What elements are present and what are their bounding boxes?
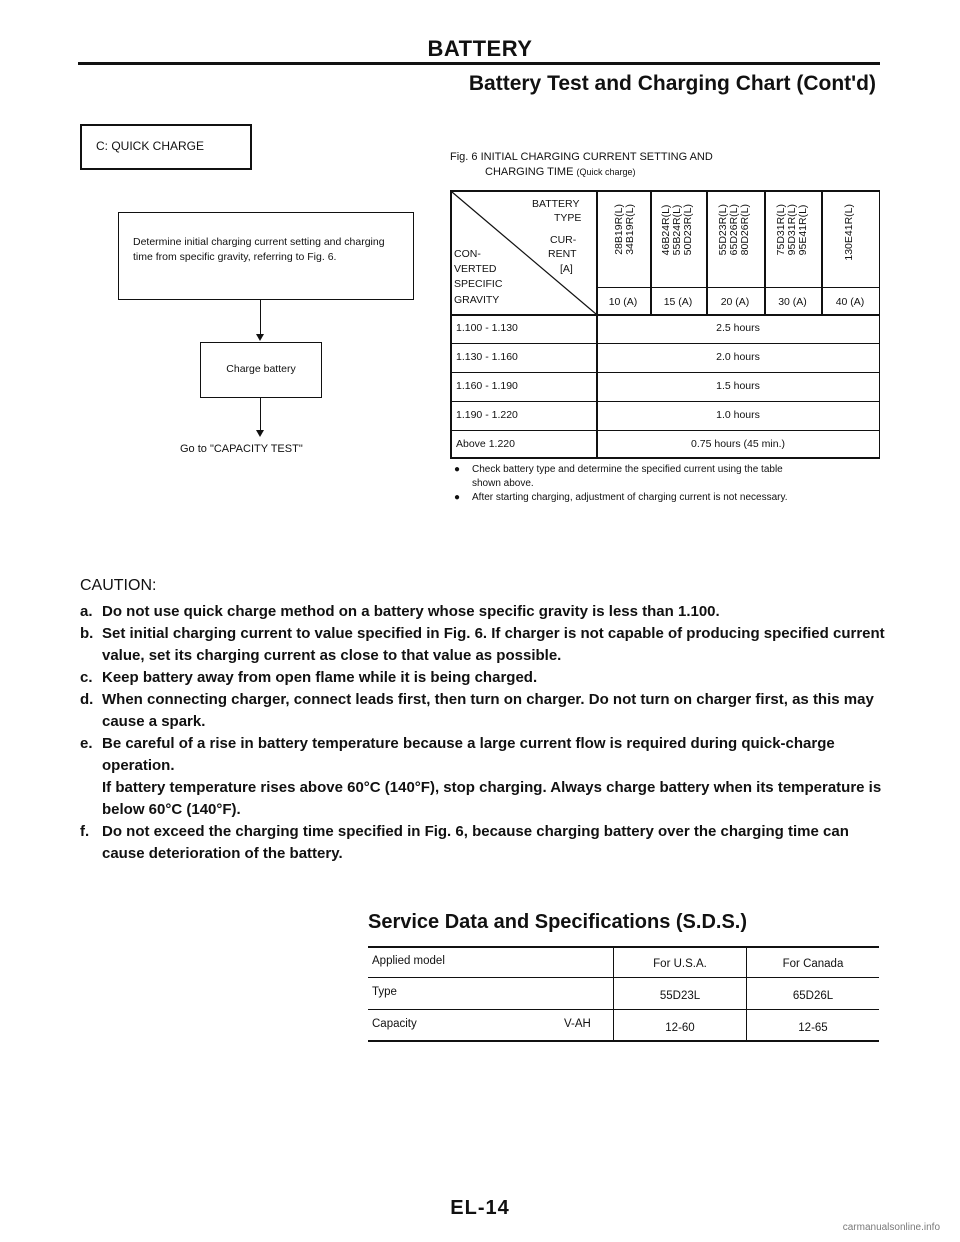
caption-note: (Quick charge) — [576, 167, 636, 177]
gravity-cell: 1.160 - 1.190 — [456, 380, 518, 392]
gravity-cell: 1.130 - 1.160 — [456, 351, 518, 363]
flow-connector — [260, 300, 261, 334]
caution-item — [80, 733, 890, 821]
page-title: BATTERY — [427, 36, 533, 61]
gravity-cell: 1.100 - 1.130 — [456, 322, 518, 334]
battery-type: 75D31R(L) — [775, 204, 787, 256]
time-cell: 1.5 hours — [716, 380, 760, 392]
time-cell: 0.75 hours (45 min.) — [691, 438, 785, 450]
corner-verted: VERTED — [454, 263, 497, 275]
battery-type: 46B24R(L) — [660, 204, 672, 256]
charging-table — [450, 190, 880, 458]
sds-row-canada: 65D26L — [792, 990, 834, 1002]
arrow-down-icon — [256, 334, 264, 341]
battery-type: 130E41R(L) — [843, 204, 855, 261]
caution-letter: c. — [80, 669, 93, 686]
battery-type-group-2 — [661, 204, 694, 255]
gravity-cell: Above 1.220 — [456, 438, 515, 450]
caution-text: Be careful of a rise in battery temperature because a large current flow is required during quick-charge operation. — [102, 735, 835, 774]
sds-table — [368, 946, 879, 1042]
caution-letter: d. — [80, 691, 94, 708]
battery-type: 80D26R(L) — [739, 204, 751, 256]
flow-connector — [260, 398, 261, 430]
corner-cur: CUR- — [550, 234, 577, 246]
current-cell: 20 (A) — [720, 296, 750, 308]
battery-type: 55D23R(L) — [717, 204, 729, 256]
sds-header-usa: For U.S.A. — [653, 958, 707, 970]
battery-type-group-1 — [614, 204, 636, 255]
caution-item — [80, 667, 890, 689]
caption-line1: Fig. 6 INITIAL CHARGING CURRENT SETTING AND — [450, 151, 713, 163]
battery-type: 50D23R(L) — [682, 204, 694, 256]
corner-amp: [A] — [560, 263, 573, 275]
sds-row-label: Type — [372, 986, 397, 998]
battery-type: 95E41R(L) — [797, 204, 809, 256]
battery-type: 34B19R(L) — [624, 204, 636, 255]
battery-type-group-3 — [718, 204, 751, 255]
current-cell: 15 (A) — [663, 296, 693, 308]
figure-caption — [450, 150, 713, 180]
sds-row-unit: V-AH — [564, 1018, 591, 1030]
caution-text-extra: If battery temperature rises above 60°C (140°F), stop charging. Always charge battery when its temperature is below 60°C (140°F). — [102, 779, 882, 818]
battery-type-group-5 — [844, 204, 855, 261]
caution-text: Do not exceed the charging time specified in Fig. 6, because charging battery over the charging time can cause deterioration of the battery. — [102, 823, 849, 862]
flow-next-step: Go to "CAPACITY TEST" — [180, 443, 303, 455]
caution-letter: b. — [80, 625, 94, 642]
sds-row-usa: 12-60 — [665, 1022, 695, 1034]
caution-text: Do not use quick charge method on a battery whose specific gravity is less than 1.100. — [102, 603, 720, 620]
watermark: carmanualsonline.info — [842, 1222, 940, 1233]
time-cell: 2.0 hours — [716, 351, 760, 363]
battery-type: 95D31R(L) — [786, 204, 798, 256]
gravity-cell: 1.190 - 1.220 — [456, 409, 518, 421]
note-line: shown above. — [472, 478, 534, 489]
caution-heading: CAUTION: — [80, 577, 157, 594]
corner-gravity: GRAVITY — [454, 294, 500, 306]
page-subtitle: Battery Test and Charging Chart (Cont'd) — [468, 72, 876, 95]
header-rule — [78, 62, 880, 65]
note-line: After starting charging, adjustment of charging current is not necessary. — [472, 492, 788, 503]
battery-type-group-4 — [776, 204, 809, 255]
caution-letter: f. — [80, 823, 90, 840]
caution-item — [80, 623, 890, 667]
table-notes — [450, 463, 890, 505]
caution-section — [80, 575, 890, 865]
battery-type: 55B24R(L) — [671, 204, 683, 256]
quick-charge-label: C: QUICK CHARGE — [80, 124, 252, 170]
caution-letter: a. — [80, 603, 93, 620]
flow-step-charge: Charge battery — [200, 342, 322, 398]
corner-rent: RENT — [548, 248, 577, 260]
note-line: Check battery type and determine the specified current using the table — [472, 464, 783, 475]
caution-item — [80, 689, 890, 733]
caption-line2-text: CHARGING TIME — [485, 166, 574, 178]
corner-battery: BATTERY — [532, 198, 580, 210]
note-item — [450, 463, 890, 491]
bullet-icon: ● — [454, 464, 461, 475]
current-cell: 40 (A) — [835, 296, 865, 308]
caution-letter: e. — [80, 735, 93, 752]
flow-step-determine: Determine initial charging current setting and charging time from specific gravity, referring to Fig. 6. — [118, 212, 414, 300]
caution-text: Set initial charging current to value specified in Fig. 6. If charger is not capable of producing specified current value, set its charging current as close to that value as possible. — [102, 625, 885, 664]
bullet-icon: ● — [454, 492, 461, 503]
current-cell: 30 (A) — [778, 296, 807, 308]
caution-item — [80, 821, 890, 865]
current-cell: 10 (A) — [608, 296, 638, 308]
sds-title: Service Data and Specifications (S.D.S.) — [368, 911, 748, 933]
caption-line2 — [450, 165, 713, 180]
time-cell: 2.5 hours — [716, 322, 760, 334]
caution-text: Keep battery away from open flame while it is being charged. — [102, 669, 538, 686]
caution-item — [80, 601, 890, 623]
time-cell: 1.0 hours — [716, 409, 760, 421]
page-number: EL-14 — [450, 1197, 510, 1219]
sds-row-usa: 55D23L — [659, 990, 701, 1002]
sds-row-canada: 12-65 — [798, 1022, 828, 1034]
corner-con: CON- — [454, 248, 481, 260]
sds-row-label: Capacity — [372, 1018, 417, 1030]
corner-specific: SPECIFIC — [454, 278, 503, 290]
corner-type: TYPE — [554, 212, 582, 224]
caution-text: When connecting charger, connect leads first, then turn on charger. Do not turn on charger first, as this may cause a spark. — [102, 691, 874, 730]
battery-type: 65D26R(L) — [728, 204, 740, 256]
sds-header-label: Applied model — [372, 955, 445, 967]
arrow-down-icon — [256, 430, 264, 437]
battery-type: 28B19R(L) — [613, 204, 625, 255]
sds-header-canada: For Canada — [782, 958, 844, 970]
note-item — [450, 491, 890, 505]
